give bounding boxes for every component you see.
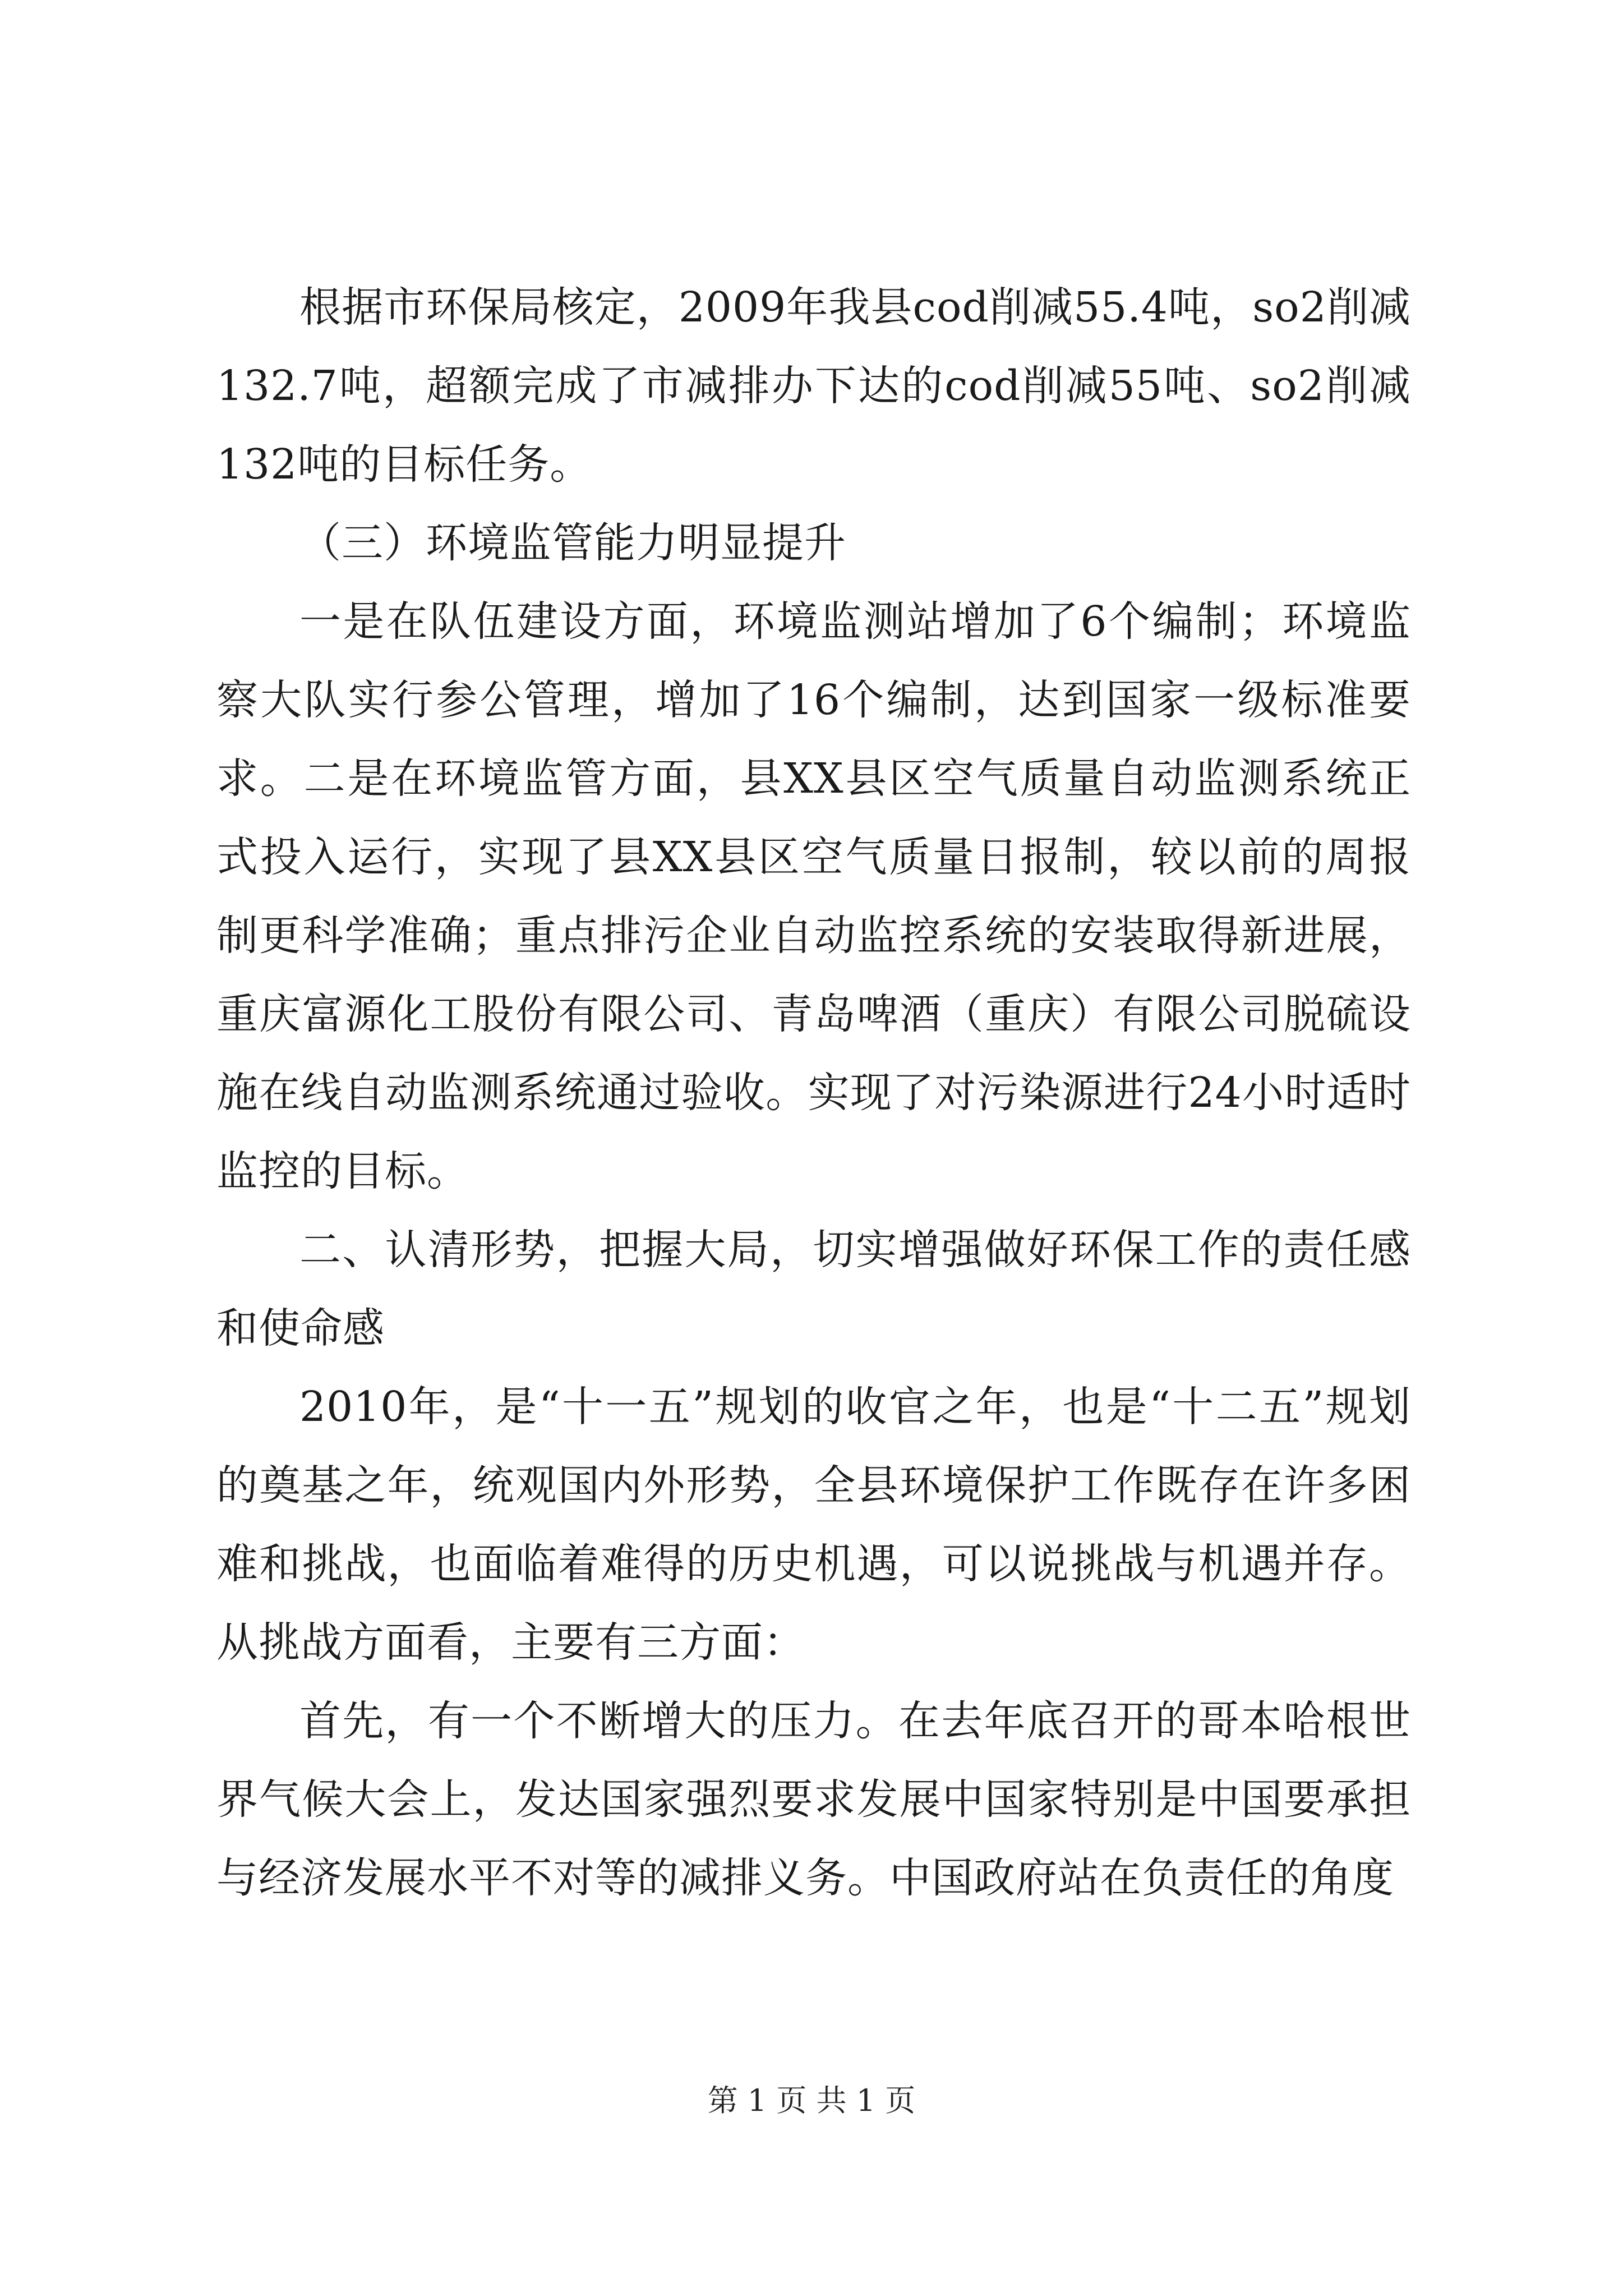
paragraph-pressure: 首先，有一个不断增大的压力。在去年底召开的哥本哈根世界气候大会上，发达国家强烈要求发展中国家特别是中国要承担与经济发展水平不对等的减排义务。中国政府站在负责任的角度	[216, 1697, 1411, 1902]
paragraph-supervision-capacity: 一是在队伍建设方面，环境监测站增加了6个编制；环境监察大队实行参公管理，增加了16个编制，达到国家一级标准要求。二是在环境监管方面，县XX县区空气质量自动监测系统正式投入运行，实现了县XX县区空气质量日报制，较以前的周报制更科学准确；重点排污企业自动监控系统的安装取得新进展，重庆富源化工股份有限公司、青岛啤酒（重庆）有限公司脱硫设施在线自动监测系统通过验收。实现了对污染源进行24小时适时监控的目标。	[216, 597, 1411, 1195]
paragraph-2010-outlook: 2010年，是“十一五”规划的收官之年，也是“十二五”规划的奠基之年，统观国内外形势，全县环境保护工作既存在许多困难和挑战，也面临着难得的历史机遇，可以说挑战与机遇并存。从挑战方面看，主要有三方面：	[216, 1383, 1411, 1667]
section-heading-supervision: （三）环境监管能力明显提升	[299, 519, 846, 567]
page-number-footer: 第 1 页 共 1 页	[707, 2083, 916, 2118]
paragraph-emission-reduction: 根据市环保局核定，2009年我县cod削减55.4吨，so2削减132.7吨，超额完成了市减排办下达的cod削减55吨、so2削减132吨的目标任务。	[216, 283, 1411, 489]
document-body	[216, 268, 1411, 1917]
section-heading-situation: 二、认清形势，把握大局，切实增强做好环保工作的责任感和使命感	[216, 1226, 1411, 1352]
